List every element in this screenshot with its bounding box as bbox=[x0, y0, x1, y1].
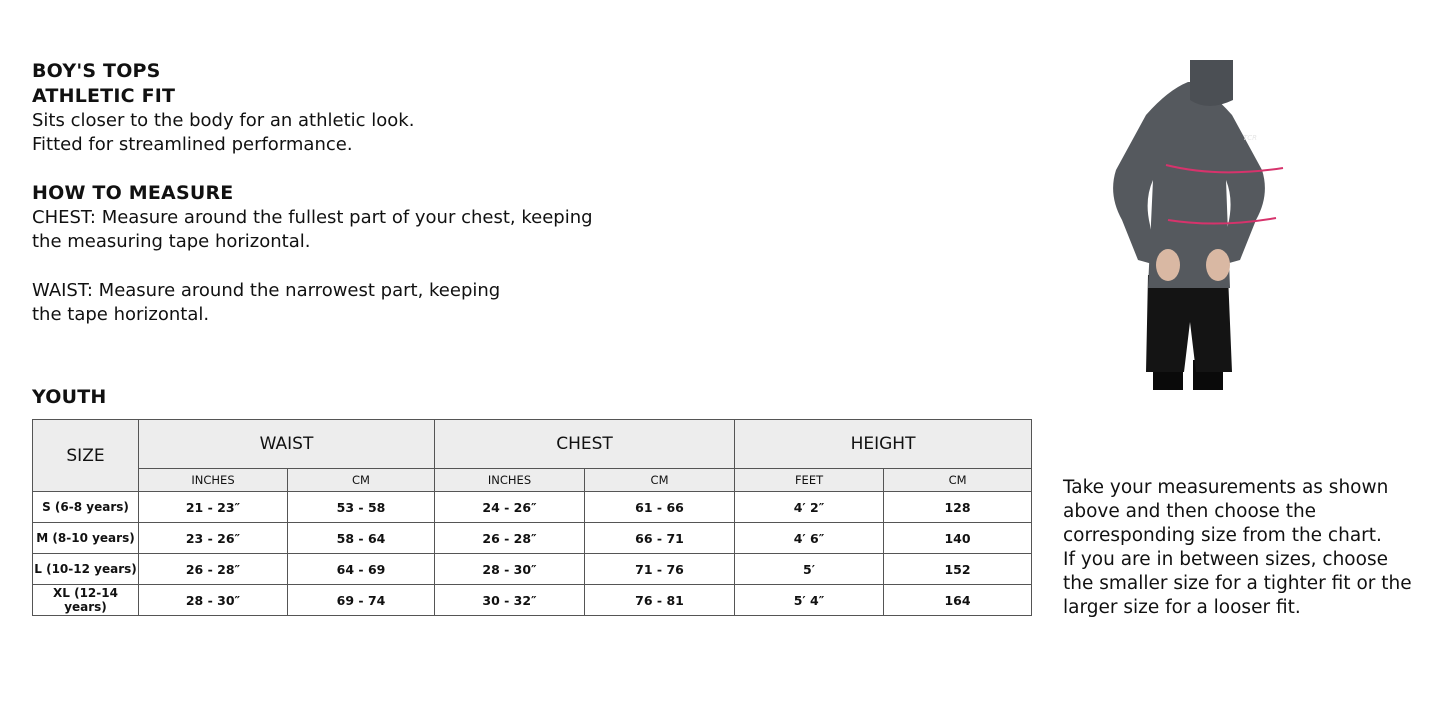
shirt bbox=[1113, 82, 1265, 288]
unit-header: INCHES bbox=[435, 469, 585, 492]
note-line: above and then choose the bbox=[1063, 501, 1317, 522]
chest-instructions bbox=[32, 206, 593, 254]
note-line: If you are in between sizes, choose bbox=[1063, 549, 1388, 570]
table-cell: 23 - 26″ bbox=[139, 523, 288, 554]
table-cell: 71 - 76 bbox=[585, 554, 735, 585]
table-header-row bbox=[33, 420, 1032, 469]
table-cell: 26 - 28″ bbox=[435, 523, 585, 554]
table-subheader-row bbox=[33, 469, 1032, 492]
table-cell: 61 - 66 bbox=[585, 492, 735, 523]
how-to-measure-heading: HOW TO MEASURE bbox=[32, 182, 234, 204]
size-label: M (8-10 years) bbox=[33, 523, 139, 554]
size-label: S (6-8 years) bbox=[33, 492, 139, 523]
note-line: Take your measurements as shown bbox=[1063, 477, 1389, 498]
table-row bbox=[33, 554, 1032, 585]
model-figure bbox=[1113, 60, 1283, 390]
table-cell: 69 - 74 bbox=[288, 585, 435, 616]
size-label: XL (12-14 years) bbox=[33, 585, 139, 616]
table-cell: 28 - 30″ bbox=[435, 554, 585, 585]
table-row bbox=[33, 492, 1032, 523]
table-cell: 4′ 6″ bbox=[735, 523, 884, 554]
unit-header: CM bbox=[585, 469, 735, 492]
note-line: larger size for a looser fit. bbox=[1063, 597, 1301, 618]
height-header: HEIGHT bbox=[735, 420, 1032, 469]
waist-line: the tape horizontal. bbox=[32, 304, 210, 325]
table-row bbox=[33, 585, 1032, 616]
size-advice-note bbox=[1063, 476, 1412, 620]
waist-header: WAIST bbox=[139, 420, 435, 469]
table-cell: 64 - 69 bbox=[288, 554, 435, 585]
unit-header: FEET bbox=[735, 469, 884, 492]
shorts bbox=[1146, 275, 1232, 372]
chest-line: CHEST: Measure around the fullest part of your chest, keeping bbox=[32, 207, 593, 228]
fit-desc-line: Fitted for streamlined performance. bbox=[32, 134, 353, 155]
model-photo bbox=[1108, 60, 1328, 390]
fit-description bbox=[32, 109, 414, 157]
unit-header: CM bbox=[288, 469, 435, 492]
table-row bbox=[33, 523, 1032, 554]
product-title: BOY'S TOPS bbox=[32, 60, 161, 82]
table-cell: 21 - 23″ bbox=[139, 492, 288, 523]
table-cell: 24 - 26″ bbox=[435, 492, 585, 523]
brand-logo: TCR bbox=[1243, 134, 1258, 142]
waist-line: WAIST: Measure around the narrowest part, keeping bbox=[32, 280, 501, 301]
table-cell: 128 bbox=[884, 492, 1032, 523]
table-cell: 58 - 64 bbox=[288, 523, 435, 554]
size-header: SIZE bbox=[33, 420, 139, 492]
unit-header: INCHES bbox=[139, 469, 288, 492]
table-cell: 164 bbox=[884, 585, 1032, 616]
note-line: corresponding size from the chart. bbox=[1063, 525, 1382, 546]
table-cell: 140 bbox=[884, 523, 1032, 554]
table-cell: 26 - 28″ bbox=[139, 554, 288, 585]
chest-line: the measuring tape horizontal. bbox=[32, 231, 311, 252]
table-cell: 152 bbox=[884, 554, 1032, 585]
table-cell: 30 - 32″ bbox=[435, 585, 585, 616]
size-chart-table bbox=[32, 419, 1032, 616]
fit-title: ATHLETIC FIT bbox=[32, 85, 176, 107]
chest-header: CHEST bbox=[435, 420, 735, 469]
table-cell: 28 - 30″ bbox=[139, 585, 288, 616]
table-cell: 76 - 81 bbox=[585, 585, 735, 616]
table-cell: 4′ 2″ bbox=[735, 492, 884, 523]
note-line: the smaller size for a tighter fit or the bbox=[1063, 573, 1412, 594]
fit-desc-line: Sits closer to the body for an athletic look. bbox=[32, 110, 415, 131]
size-label: L (10-12 years) bbox=[33, 554, 139, 585]
youth-heading: YOUTH bbox=[32, 386, 107, 408]
table-cell: 53 - 58 bbox=[288, 492, 435, 523]
table-cell: 5′ 4″ bbox=[735, 585, 884, 616]
table-cell: 5′ bbox=[735, 554, 884, 585]
unit-header: CM bbox=[884, 469, 1032, 492]
waist-instructions bbox=[32, 279, 500, 327]
table-cell: 66 - 71 bbox=[585, 523, 735, 554]
